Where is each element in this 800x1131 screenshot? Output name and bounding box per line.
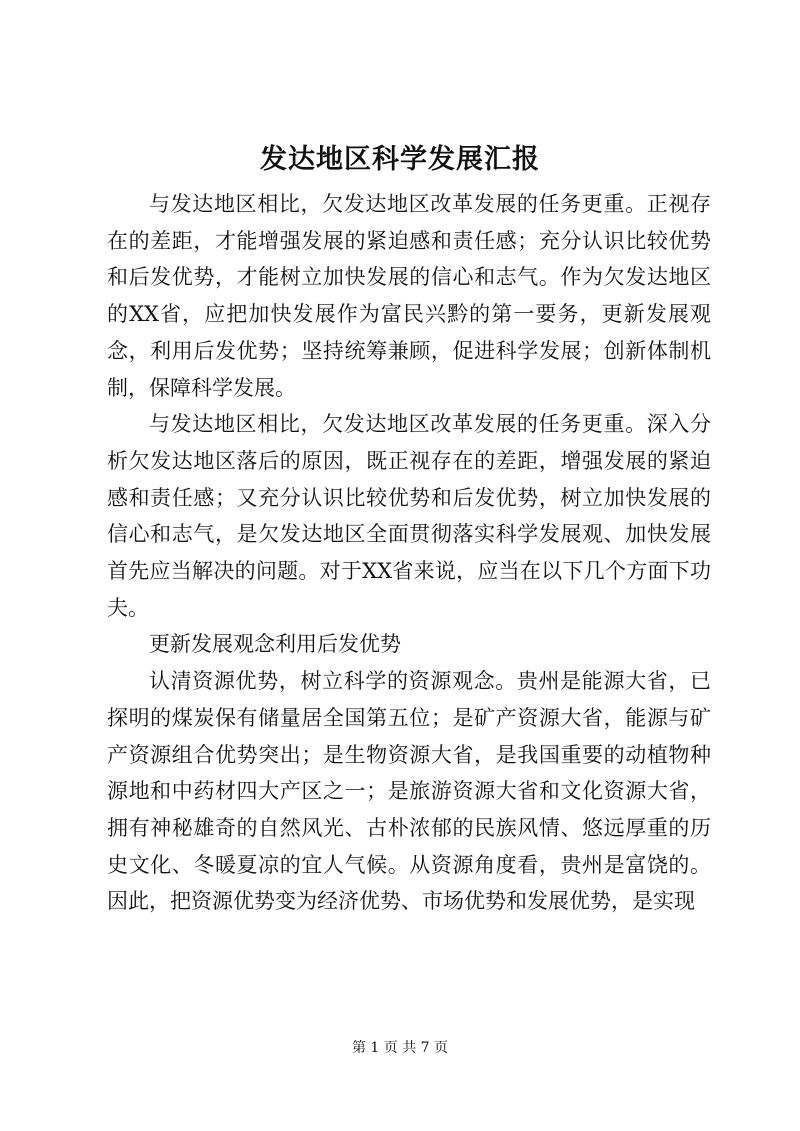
document-title: 发达地区科学发展汇报 bbox=[260, 144, 540, 175]
paragraph: 与发达地区相比，欠发达地区改革发展的任务更重。深入分析欠发达地区落后的原因，既正视存在的差距，增强发展的紧迫感和责任感；又充分认识比较优势和后发优势，树立加快发展的信心和志气，是欠发达地区全面贯彻落实科学发展观、加快发展首先应当解决的问题。对于XX省来说，应当在以下几个方面下功夫。 bbox=[107, 412, 711, 620]
paragraph: 与发达地区相比，欠发达地区改革发展的任务更重。正视存在的差距，才能增强发展的紧迫感和责任感；充分认识比较优势和后发优势，才能树立加快发展的信心和志气。作为欠发达地区的XX省，应把加快发展作为富民兴黔的第一要务，更新发展观念，利用后发优势；坚持统筹兼顾，促进科学发展；创新体制机制，保障科学发展。 bbox=[107, 192, 711, 400]
document-body bbox=[107, 186, 711, 920]
paragraph: 认清资源优势，树立科学的资源观念。贵州是能源大省，已探明的煤炭保有储量居全国第五位；是矿产资源大省，能源与矿产资源组合优势突出；是生物资源大省，是我国重要的动植物种源地和中药材四大产区之一；是旅游资源大省和文化资源大省，拥有神秘雄奇的自然风光、古朴浓郁的民族风情、悠远厚重的历史文化、冬暖夏凉的宜人气候。从资源角度看，贵州是富饶的。因此，把资源优势变为经济优势、市场优势和发展优势，是实现 bbox=[107, 669, 711, 914]
section-heading: 更新发展观念利用后发优势 bbox=[149, 632, 401, 657]
page-number-footer: 第 1 页 共 7 页 bbox=[351, 1040, 449, 1056]
